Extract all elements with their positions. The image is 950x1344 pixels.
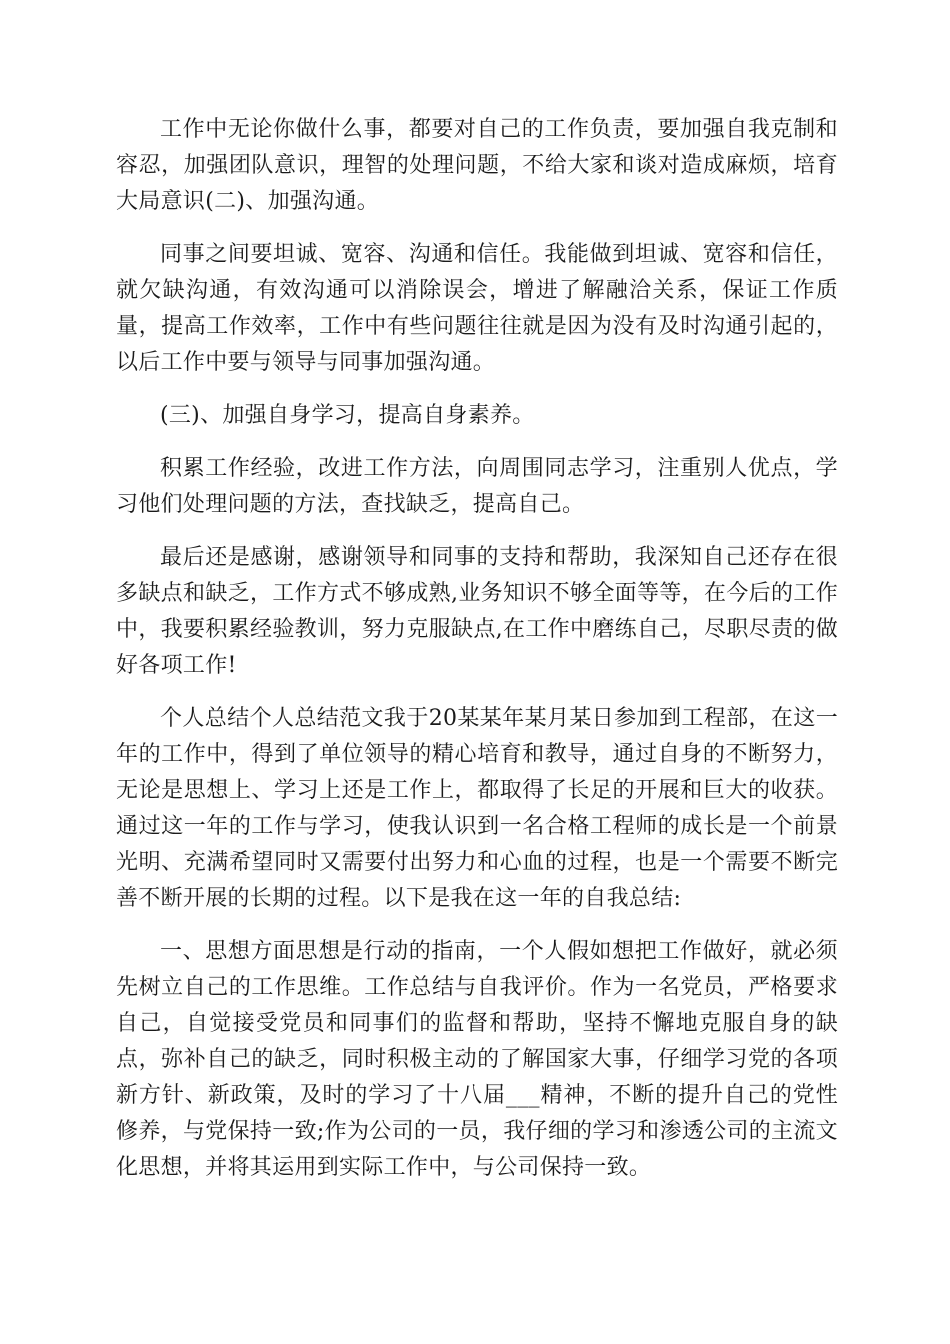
paragraph-thanks: 最后还是感谢，感谢领导和同事的支持和帮助，我深知自己还存在很多缺点和缺乏，工作方式不够成熟,业务知识不够全面等等，在今后的工作中，我要积累经验教训，努力克服缺点,在工作中磨练自己，尽职尽责的做好各项工作! [116, 545, 838, 678]
paragraph-personal-summary: 个人总结个人总结范文我于20某某年某月某日参加到工程部，在这一年的工作中，得到了单位领导的精心培育和教导，通过自身的不断努力，无论是思想上、学习上还是工作上，都取得了长足的开展和巨大的收获。通过这一年的工作与学习，使我认识到一名合格工程师的成长是一个前景光明、充满希望同时又需要付出努力和心血的过程，也是一个需要不断完善不断开展的长期的过程。以下是我在这一年的自我总结: [116, 706, 838, 911]
paragraph-ideology: 一、思想方面思想是行动的指南，一个人假如想把工作做好，就必须先树立自己的工作思维。工作总结与自我评价。作为一名党员，严格要求自己，自觉接受党员和同事们的监督和帮助，坚持不懈地克服自身的缺点，弥补自己的缺乏，同时积极主动的了解国家大事，仔细学习党的各项新方针、新政策，及时的学习了十八届___精神，不断的提升自己的党性修养，与党保持一致;作为公司的一员，我仔细的学习和渗透公司的主流文化思想，并将其运用到实际工作中，与公司保持一致。 [116, 939, 838, 1180]
paragraph-teamwork: 工作中无论你做什么事，都要对自己的工作负责，要加强自我克制和容忍，加强团队意识，理智的处理问题，不给大家和谈对造成麻烦，培育大局意识(二)、加强沟通。 [116, 117, 838, 214]
document-body [116, 112, 838, 1203]
paragraph-heading-self-study: (三)、加强自身学习，提高自身素养。 [160, 403, 535, 428]
paragraph-communication: 同事之间要坦诚、宽容、沟通和信任。我能做到坦诚、宽容和信任，就欠缺沟通，有效沟通可以消除误会，增进了解融洽关系，保证工作质量，提高工作效率，工作中有些问题往往就是因为没有及时沟通引起的，以后工作中要与领导与同事加强沟通。 [116, 242, 838, 375]
paragraph-experience: 积累工作经验，改进工作方法，向周围同志学习，注重别人优点，学习他们处理问题的方法，查找缺乏，提高自己。 [116, 456, 838, 517]
